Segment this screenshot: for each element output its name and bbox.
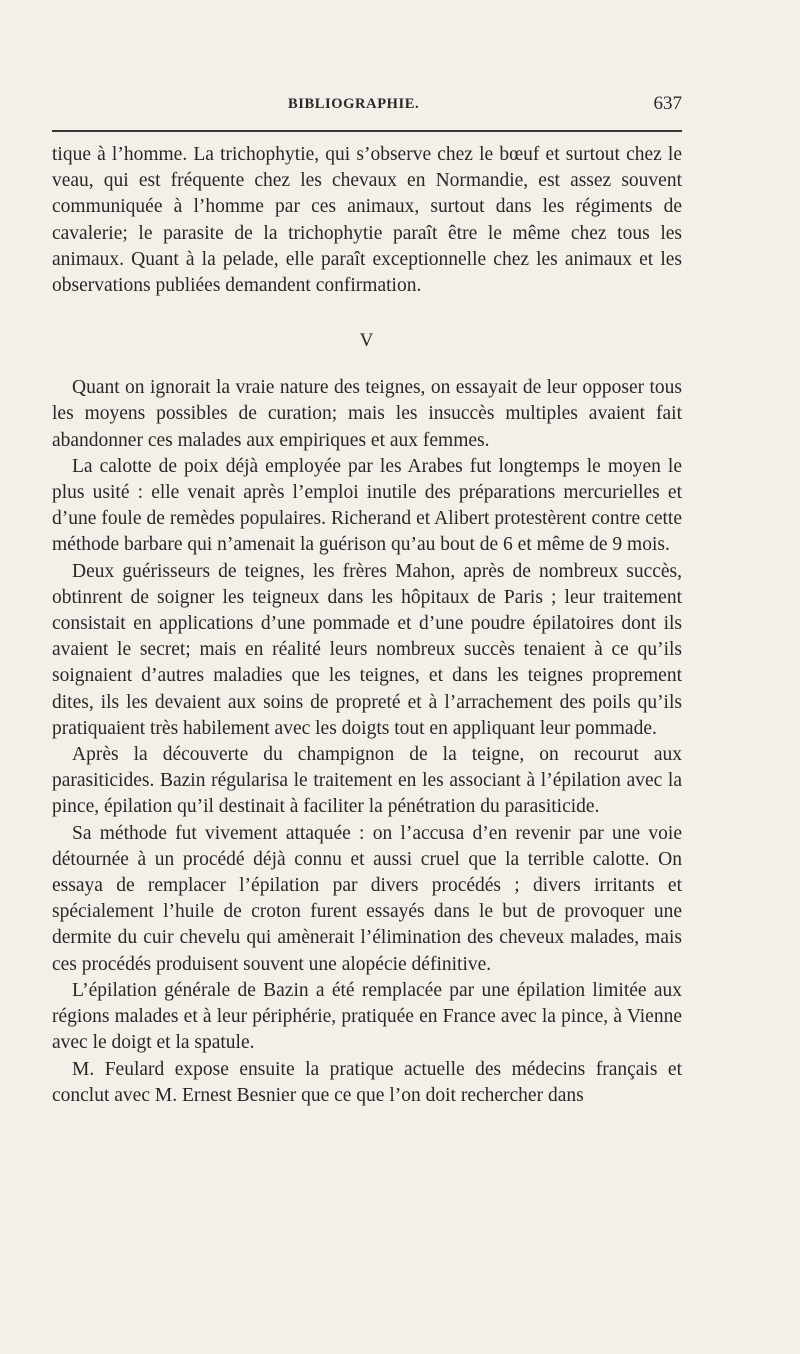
page-header [52,93,682,120]
paragraph: Deux guérisseurs de teignes, les frères Mahon, après de nombreux succès, obtinrent de soigner les teigneux dans les hôpitaux de Paris ; leur traitement consistait en applications d’une pommade et d’une poudre épilatoires dont ils avaient le secret; mais en réalité leurs nombreux succès tenaient à ce qu’ils soignaient d’autres maladies que les teignes, et dans les teignes proprement dites, ils les devaient aux soins de propreté et à l’arrachement des poils qu’ils pratiquaient très habilement avec les doigts tout en appliquant leur pommade. [52,560,682,739]
paragraph: L’épilation générale de Bazin a été remplacée par une épilation limitée aux régions malades et à leur périphérie, pratiquée en France avec la pince, à Vienne avec le doigt et la spatule. [52,979,682,1054]
continuation-paragraph: tique à l’homme. La trichophytie, qui s’observe chez le bœuf et surtout chez le veau, qui est fréquente chez les chevaux en Normandie, est assez souvent communiquée à l’homme par ces animaux, surtout dans les régiments de cavalerie; le parasite de la trichophytie paraît être le même chez tous les animaux. Quant à la pelade, elle paraît exceptionnelle chez les animaux et les observations publiées demandent confirmation. [52,144,682,297]
paragraph: Quant on ignorait la vraie nature des teignes, on essayait de leur opposer tous les moyens possibles de curation; mais les insuccès multiples avaient fait abandonner ces malades aux empiriques et aux femmes. [52,377,682,451]
running-head: BIBLIOGRAPHIE. [288,96,420,112]
page-number: 637 [653,93,682,114]
paragraph: Sa méthode fut vivement attaquée : on l’accusa d’en revenir par une voie détournée à un procédé déjà connu et aussi cruel que la terrible calotte. On essaya de remplacer l’épilation par divers procédés ; divers irritants et spécialement l’huile de croton furent essayés dans le but de provoquer une dermite du cuir chevelu qui amènerait l’élimination des cheveux malades, mais ces procédés produisent souvent une alopécie définitive. [52,822,682,975]
section-heading: V [359,330,375,352]
body-text [52,142,682,1109]
header-rule [52,130,682,132]
paragraph: La calotte de poix déjà employée par les Arabes fut longtemps le moyen le plus usité : elle venait après l’emploi inutile des préparations mercurielles et d’une foule de remèdes populaires. Richerand et Alibert protestèrent contre cette méthode barbare qui n’amenait la guérison qu’au bout de 6 et même de 9 mois. [52,455,682,556]
paragraph: M. Feulard expose ensuite la pratique actuelle des médecins français et conclut avec M. Ernest Besnier que ce que l’on doit rechercher dans [52,1058,682,1106]
paragraph: Après la découverte du champignon de la teigne, on recourut aux parasiticides. Bazin régularisa le traitement en les associant à l’épilation avec la pince, épilation qu’il destinait à faciliter la pénétration du parasiticide. [52,744,682,818]
